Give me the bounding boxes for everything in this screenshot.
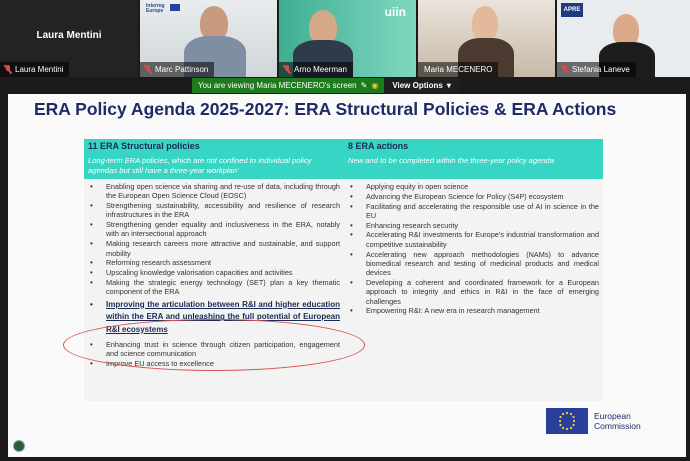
logo-text: European Commission	[594, 411, 641, 431]
screen-share-banner	[192, 78, 459, 93]
interreg-logo: Interreg Europe	[146, 3, 165, 14]
mic-muted-icon	[4, 65, 12, 74]
speaker-tile-name: Laura Mentini	[36, 30, 102, 41]
shared-screen	[8, 94, 686, 457]
list-item: • Applying equity in open science	[348, 182, 599, 191]
slide-title: ERA Policy Agenda 2025-2027: ERA Structural Policies & ERA Actions	[34, 99, 617, 119]
list-item: • Improve EU access to excellence	[88, 359, 340, 368]
participant-name-label: Maria MECENERO	[418, 62, 498, 77]
column-body	[344, 179, 603, 401]
list-item: • Enabling open science via sharing and re-use of data, including through the European Open Science Cloud (EOSC)	[88, 182, 340, 201]
column-subtitle: Long-term ERA policies, which are not confined to individual policy agendas but still have a three-year workplan'	[84, 155, 344, 179]
apre-logo: APRE	[561, 3, 583, 17]
record-icon: ◉	[371, 81, 379, 90]
participant-name-label: Stefania Laneve	[557, 62, 636, 77]
participant-name-label: Marc Pattinson	[140, 62, 214, 77]
list-item: • Strengthening gender equality and inclusiveness in the ERA, notably with an intersectional approach	[88, 220, 340, 239]
chevron-down-icon: ▾	[446, 81, 451, 90]
uiin-logo: uiin	[384, 5, 406, 19]
participant-name-label: Arno Meerman	[279, 62, 353, 77]
list-item: • Empowering R&I: A new era in research management	[348, 306, 599, 315]
actions-list	[344, 179, 603, 316]
annotation-tool-icon[interactable]	[13, 440, 25, 452]
participant-strip	[0, 0, 690, 77]
list-item: • Advancing the European Science for Policy (S4P) ecosystem	[348, 192, 599, 201]
viewing-message: You are viewing Maria MECENERO's screen ✎ ◉	[192, 78, 384, 93]
slide	[8, 94, 686, 457]
participant-name-label: Laura Mentini	[0, 62, 69, 77]
column-subtitle: New and to be completed within the three-year policy agenda	[344, 155, 603, 179]
list-item: • Developing a coherent and coordinated framework for a European approach to integrity and ethics in R&I in the face of emerging challenges	[348, 278, 599, 306]
avatar	[472, 6, 498, 40]
pen-icon: ✎	[360, 81, 368, 90]
participant-tile-marc[interactable]	[140, 0, 277, 77]
list-item: • Enhancing trust in science through citizen participation, engagement and science communication	[88, 340, 340, 359]
highlighted-list-item: • Improving the articulation between R&I and higher education within the ERA and unleashing the full potential of European R&I ecosystems	[88, 299, 340, 337]
view-options-button[interactable]: View Options ▾	[384, 78, 459, 93]
list-item: • Making research careers more attractive and sustainable, and support mobility	[88, 239, 340, 258]
list-item: • Making the strategic energy technology (SET) plan a key thematic component of the ERA	[88, 278, 340, 297]
list-item: • Enhancing research security	[348, 221, 599, 230]
participant-tile-maria[interactable]	[418, 0, 555, 77]
mic-muted-icon	[561, 65, 569, 74]
list-item: • Accelerating new approach methodologies (NAMs) to advance biomedical research and testing of medicinal products and medical devices	[348, 250, 599, 278]
participant-tile-stefania[interactable]	[557, 0, 690, 77]
highlight-annotation-oval	[63, 319, 365, 371]
mic-muted-icon	[144, 65, 152, 74]
era-actions-column	[344, 139, 603, 401]
avatar	[200, 6, 228, 40]
eu-flag-icon	[546, 408, 588, 434]
participant-tile-laura[interactable]	[0, 0, 138, 77]
list-item: • Accelerating R&I investments for Europe's industrial transformation and competitive sustainability	[348, 230, 599, 249]
eu-flag-icon	[170, 4, 180, 11]
column-heading: 8 ERA actions	[344, 139, 603, 155]
list-item: • Upscaling knowledge valorisation capacities and activities	[88, 268, 340, 277]
mic-muted-icon	[283, 65, 291, 74]
column-heading: 11 ERA Structural policies	[84, 139, 344, 155]
participant-tile-arno[interactable]	[279, 0, 416, 77]
list-item: • Strengthening sustainability, accessibility and resilience of research infrastructures in the ERA	[88, 201, 340, 220]
list-item: • Facilitating and accelerating the responsible use of AI in science in the EU	[348, 202, 599, 221]
list-item: • Reforming research assessment	[88, 258, 340, 267]
avatar	[309, 10, 337, 44]
european-commission-logo	[546, 408, 646, 434]
